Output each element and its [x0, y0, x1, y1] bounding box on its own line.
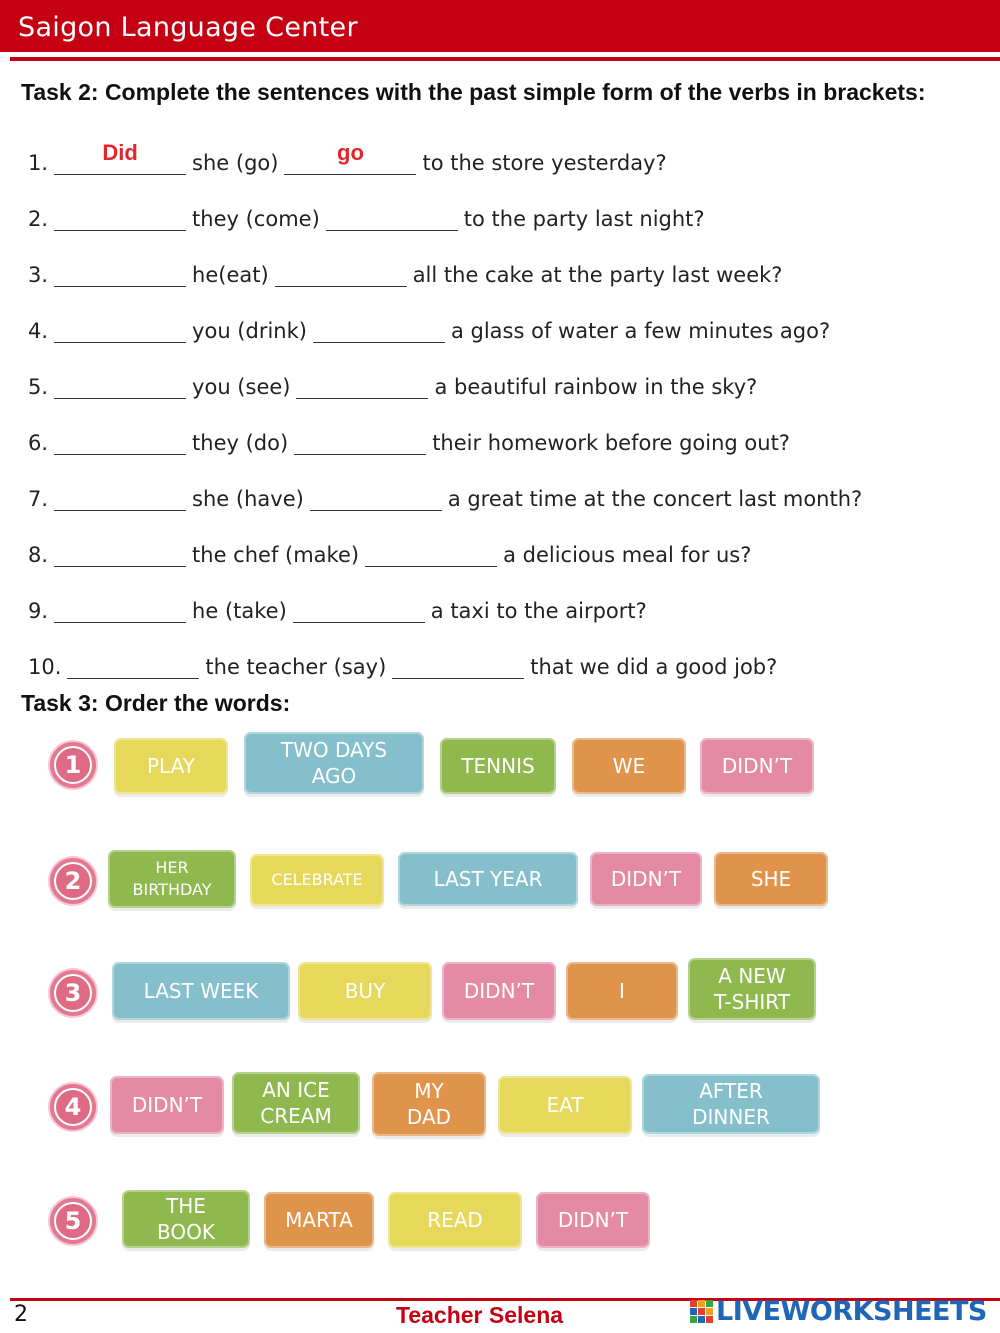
sentence-number: 4. [28, 319, 49, 343]
word-order-row [50, 846, 850, 916]
sentence-line [28, 533, 751, 567]
word-tile[interactable]: EAT [498, 1076, 632, 1134]
answer-blank-2[interactable] [326, 205, 458, 231]
sentence-end: a glass of water a few minutes ago? [450, 319, 831, 343]
answer-blank-2[interactable] [293, 597, 425, 623]
answer-blank-1[interactable] [54, 261, 186, 287]
answer-blank-1[interactable] [54, 373, 186, 399]
sentence-verb: the teacher (say) [205, 655, 387, 679]
row-number-badge [50, 1084, 96, 1130]
sentence-end: to the party last night? [463, 207, 705, 231]
sentence-end: a beautiful rainbow in the sky? [434, 375, 758, 399]
answer-text-1: Did [102, 140, 138, 165]
word-tile[interactable]: TENNIS [440, 738, 556, 794]
word-tile[interactable]: HER BIRTHDAY [108, 850, 236, 908]
answer-blank-1[interactable] [54, 597, 186, 623]
answer-blank-2[interactable] [275, 261, 407, 287]
row-number: 2 [56, 864, 90, 898]
sentence-number: 9. [28, 599, 49, 623]
word-tile[interactable]: CELEBRATE [250, 854, 384, 906]
sentence-number: 5. [28, 375, 49, 399]
word-tile[interactable]: I [566, 962, 678, 1020]
sentence-line [28, 477, 862, 511]
word-order-row [50, 730, 850, 800]
sentence-verb: the chef (make) [192, 543, 360, 567]
word-tile[interactable]: A NEW T-SHIRT [688, 958, 816, 1020]
row-number: 3 [56, 976, 90, 1010]
word-tile[interactable]: AN ICE CREAM [232, 1072, 360, 1134]
word-order-row [50, 1186, 850, 1256]
sentence-number: 8. [28, 543, 49, 567]
sentence-verb: you (drink) [192, 319, 307, 343]
word-tile[interactable]: PLAY [114, 738, 228, 794]
word-tile[interactable]: DIDN’T [536, 1192, 650, 1248]
row-number-badge [50, 970, 96, 1016]
sentence-verb: he (take) [192, 599, 287, 623]
header-title: Saigon Language Center [18, 12, 358, 43]
header-bar [0, 0, 1000, 52]
answer-text-2: go [337, 140, 364, 165]
sentence-line [28, 421, 790, 455]
liveworksheets-grid-icon [690, 1300, 713, 1323]
row-number-badge [50, 858, 96, 904]
answer-blank-2[interactable] [294, 429, 426, 455]
word-tile[interactable]: SHE [714, 852, 828, 906]
sentence-verb: she (go) [192, 151, 279, 175]
sentence-end: all the cake at the party last week? [412, 263, 783, 287]
word-tile[interactable]: TWO DAYS AGO [244, 732, 424, 794]
word-tile[interactable]: MARTA [264, 1192, 374, 1248]
sentence-number: 3. [28, 263, 49, 287]
header-rule [10, 57, 1000, 61]
answer-blank-2[interactable] [365, 541, 497, 567]
sentence-verb: she (have) [192, 487, 304, 511]
sentence-verb: they (come) [192, 207, 320, 231]
sentence-line [28, 589, 647, 623]
word-tile[interactable]: MY DAD [372, 1072, 486, 1136]
sentence-end: a taxi to the airport? [430, 599, 647, 623]
answer-blank-1[interactable] [54, 429, 186, 455]
word-tile[interactable]: WE [572, 738, 686, 794]
sentence-line [28, 253, 782, 287]
sentence-verb: he(eat) [192, 263, 269, 287]
answer-blank-2[interactable] [296, 373, 428, 399]
answer-blank-1[interactable] [54, 205, 186, 231]
row-number: 5 [56, 1204, 90, 1238]
sentence-number: 7. [28, 487, 49, 511]
word-tile[interactable]: LAST YEAR [398, 852, 578, 906]
sentence-end: their homework before going out? [432, 431, 790, 455]
sentence-number: 2. [28, 207, 49, 231]
answer-blank-2[interactable] [392, 653, 524, 679]
sentence-end: that we did a good job? [530, 655, 778, 679]
sentence-line [28, 645, 777, 679]
task2-heading: Task 2: Complete the sentences with the past simple form of the verbs in brackets: [21, 79, 926, 105]
word-order-row [50, 1072, 850, 1142]
sentence-line [28, 309, 830, 343]
word-order-row [50, 958, 850, 1028]
task3-heading: Task 3: Order the words: [21, 690, 291, 716]
row-number: 4 [56, 1090, 90, 1124]
word-tile[interactable]: DIDN’T [442, 962, 556, 1020]
answer-blank-1[interactable] [54, 541, 186, 567]
sentence-line [28, 197, 705, 231]
row-number-badge [50, 1198, 96, 1244]
row-number: 1 [56, 748, 90, 782]
answer-blank-2[interactable] [284, 140, 416, 175]
sentence-line [28, 365, 757, 399]
word-tile[interactable]: DIDN’T [110, 1076, 224, 1134]
sentence-number: 6. [28, 431, 49, 455]
word-tile[interactable]: DIDN’T [590, 852, 702, 906]
sentence-end: a great time at the concert last month? [447, 487, 863, 511]
row-number-badge [50, 742, 96, 788]
word-tile[interactable]: READ [388, 1192, 522, 1248]
sentence-number: 1. [28, 151, 49, 175]
teacher-name: Teacher Selena [396, 1302, 564, 1328]
answer-blank-1[interactable] [54, 317, 186, 343]
sentence-number: 10. [28, 655, 62, 679]
sentence-end: to the store yesterday? [422, 151, 667, 175]
word-tile[interactable]: DIDN’T [700, 738, 814, 794]
word-tile[interactable]: THE BOOK [122, 1190, 250, 1248]
answer-blank-1[interactable] [54, 140, 186, 175]
sentence-line [28, 141, 667, 175]
answer-blank-1[interactable] [67, 653, 199, 679]
word-tile[interactable]: LAST WEEK [112, 962, 290, 1020]
liveworksheets-logo [690, 1296, 987, 1327]
sentence-verb: you (see) [192, 375, 291, 399]
word-tile[interactable]: AFTER DINNER [642, 1074, 820, 1134]
word-tile[interactable]: BUY [298, 962, 432, 1020]
liveworksheets-brand: LIVEWORKSHEETS [716, 1296, 987, 1327]
sentence-verb: they (do) [192, 431, 289, 455]
sentence-end: a delicious meal for us? [503, 543, 752, 567]
answer-blank-2[interactable] [310, 485, 442, 511]
answer-blank-2[interactable] [313, 317, 445, 343]
answer-blank-1[interactable] [54, 485, 186, 511]
page-number: 2 [14, 1302, 28, 1327]
